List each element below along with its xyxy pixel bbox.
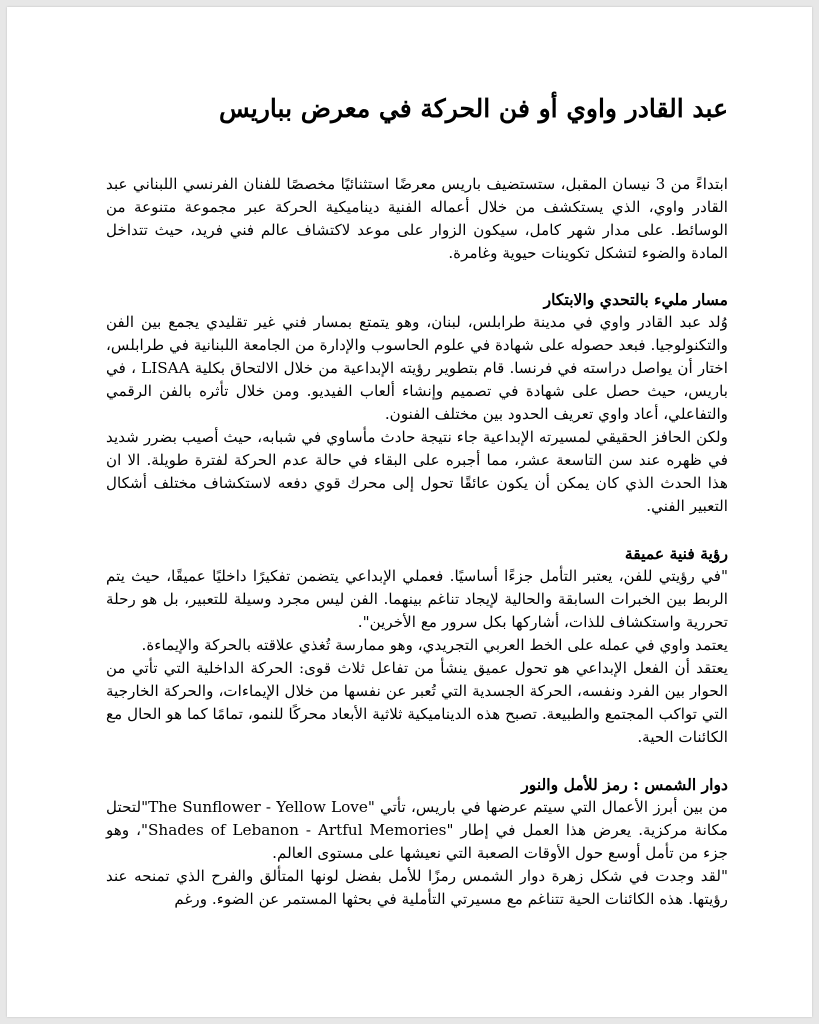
article-title: عبد القادر واوي أو فن الحركة في معرض بباريس (219, 94, 728, 123)
section3-paragraph-1: من بين أبرز الأعمال التي سيتم عرضها في باريس، تأتي "The Sunflower - Yellow Love"لتحتل مكانة مركزية. يعرض هذا العمل في إطار "Shades of Lebanon - Artful Memories"، وهو جزء من تأمل أوسع حول الأوقات الصعبة التي نعيشها على مستوى العالم. (106, 798, 728, 862)
section2-paragraph-2: يعتمد واوي في عمله على الخط العربي التجريدي، وهو ممارسة تُغذي علاقته بالحركة والإيماءة. (141, 636, 728, 654)
section-heading-path: مسار مليء بالتحدي والابتكار (543, 290, 728, 309)
section-heading-sunflower: دوار الشمس : رمز للأمل والنور (521, 775, 728, 794)
document-page (7, 7, 812, 1017)
article-body (106, 91, 728, 911)
section-heading-vision: رؤية فنية عميقة (624, 544, 728, 563)
section3-quote: "لقد وجدت في شكل زهرة دوار الشمس رمزًا للأمل بفضل لونها المتألق والفرح الذي تمنحه عند رؤيتها. هذه الكائنات الحية تتناغم مع مسيرتي التأملية في بحثها المستمر عن الضوء. ورغم (106, 867, 728, 908)
section1-paragraph-2: ولكن الحافز الحقيقي لمسيرته الإبداعية جاء نتيجة حادث مأساوي في شبابه، حيث أصيب بضرر شديد في ظهره عند سن التاسعة عشر، مما أجبره على البقاء في حالة عدم الحركة لفترة طويلة. الا ان هذا الحدث الذي كان يمكن أن يكون عائقًا تحول إلى محرك قوي دفعه لاستكشاف مختلف أشكال التعبير الفني. (106, 428, 728, 515)
intro-paragraph: ابتداءً من 3 نيسان المقبل، ستستضيف باريس معرضًا استثنائيًا مخصصًا للفنان الفرنسي اللبناني عبد القادر واوي، الذي يستكشف من خلال أعماله الفنية ديناميكية الحركة عبر مجموعة متنوعة من الوسائط. على مدار شهر كامل، سيكون الزوار على موعد لاكتشاف عالم فني فريد، حيث تتداخل المادة والضوء لتشكل تكوينات حيوية وغامرة. (106, 175, 729, 262)
paragraph-spacer (106, 265, 728, 288)
section1-paragraph-1: وُلد عبد القادر واوي في مدينة طرابلس، لبنان، وهو يتمتع بمسار فني غير تقليدي يجمع بين الفن والتكنولوجيا. فبعد حصوله على شهادة في علوم الحاسوب والإدارة من الجامعة اللبنانية في طرابلس، اختار أن يواصل دراسته في فرنسا. قام بتطوير رؤيته الإبداعية من خلال الالتحاق بكلية LISAA ، في باريس، حيث حصل على شهادة في تصميم وإنشاء ألعاب الفيديو. ومن خلال تأثره بالفن الرقمي والتفاعلي، أعاد واوي تعريف الحدود بين مختلف الفنون. (106, 313, 728, 423)
paragraph-spacer (106, 749, 728, 773)
paragraph-spacer (106, 518, 728, 542)
section2-paragraph-3: يعتقد أن الفعل الإبداعي هو تحول عميق ينشأ من تفاعل ثلاث قوى: الحركة الداخلية التي تأتي من الحوار بين الفرد ونفسه، الحركة الجسدية التي تُعبر عن نفسها من خلال الإيماءات، والحركة الخارجية التي تواكب المجتمع والطبيعة. تصبح هذه الديناميكية ثلاثية الأبعاد محركًا للنمو، تمامًا كما هو الحال مع الكائنات الحية. (106, 659, 728, 746)
section2-quote: "في رؤيتي للفن، يعتبر التأمل جزءًا أساسيًا. فعملي الإبداعي يتضمن تفكيرًا داخليًا عميقًا، حيث يتم الربط بين الخبرات السابقة والحالية لإيجاد تناغم بينهما. الفن ليس مجرد وسيلة للتعبير، بل هو رحلة تحررية واستكشاف للذات، أشاركها بكل سرور مع الأخرين". (106, 567, 728, 631)
